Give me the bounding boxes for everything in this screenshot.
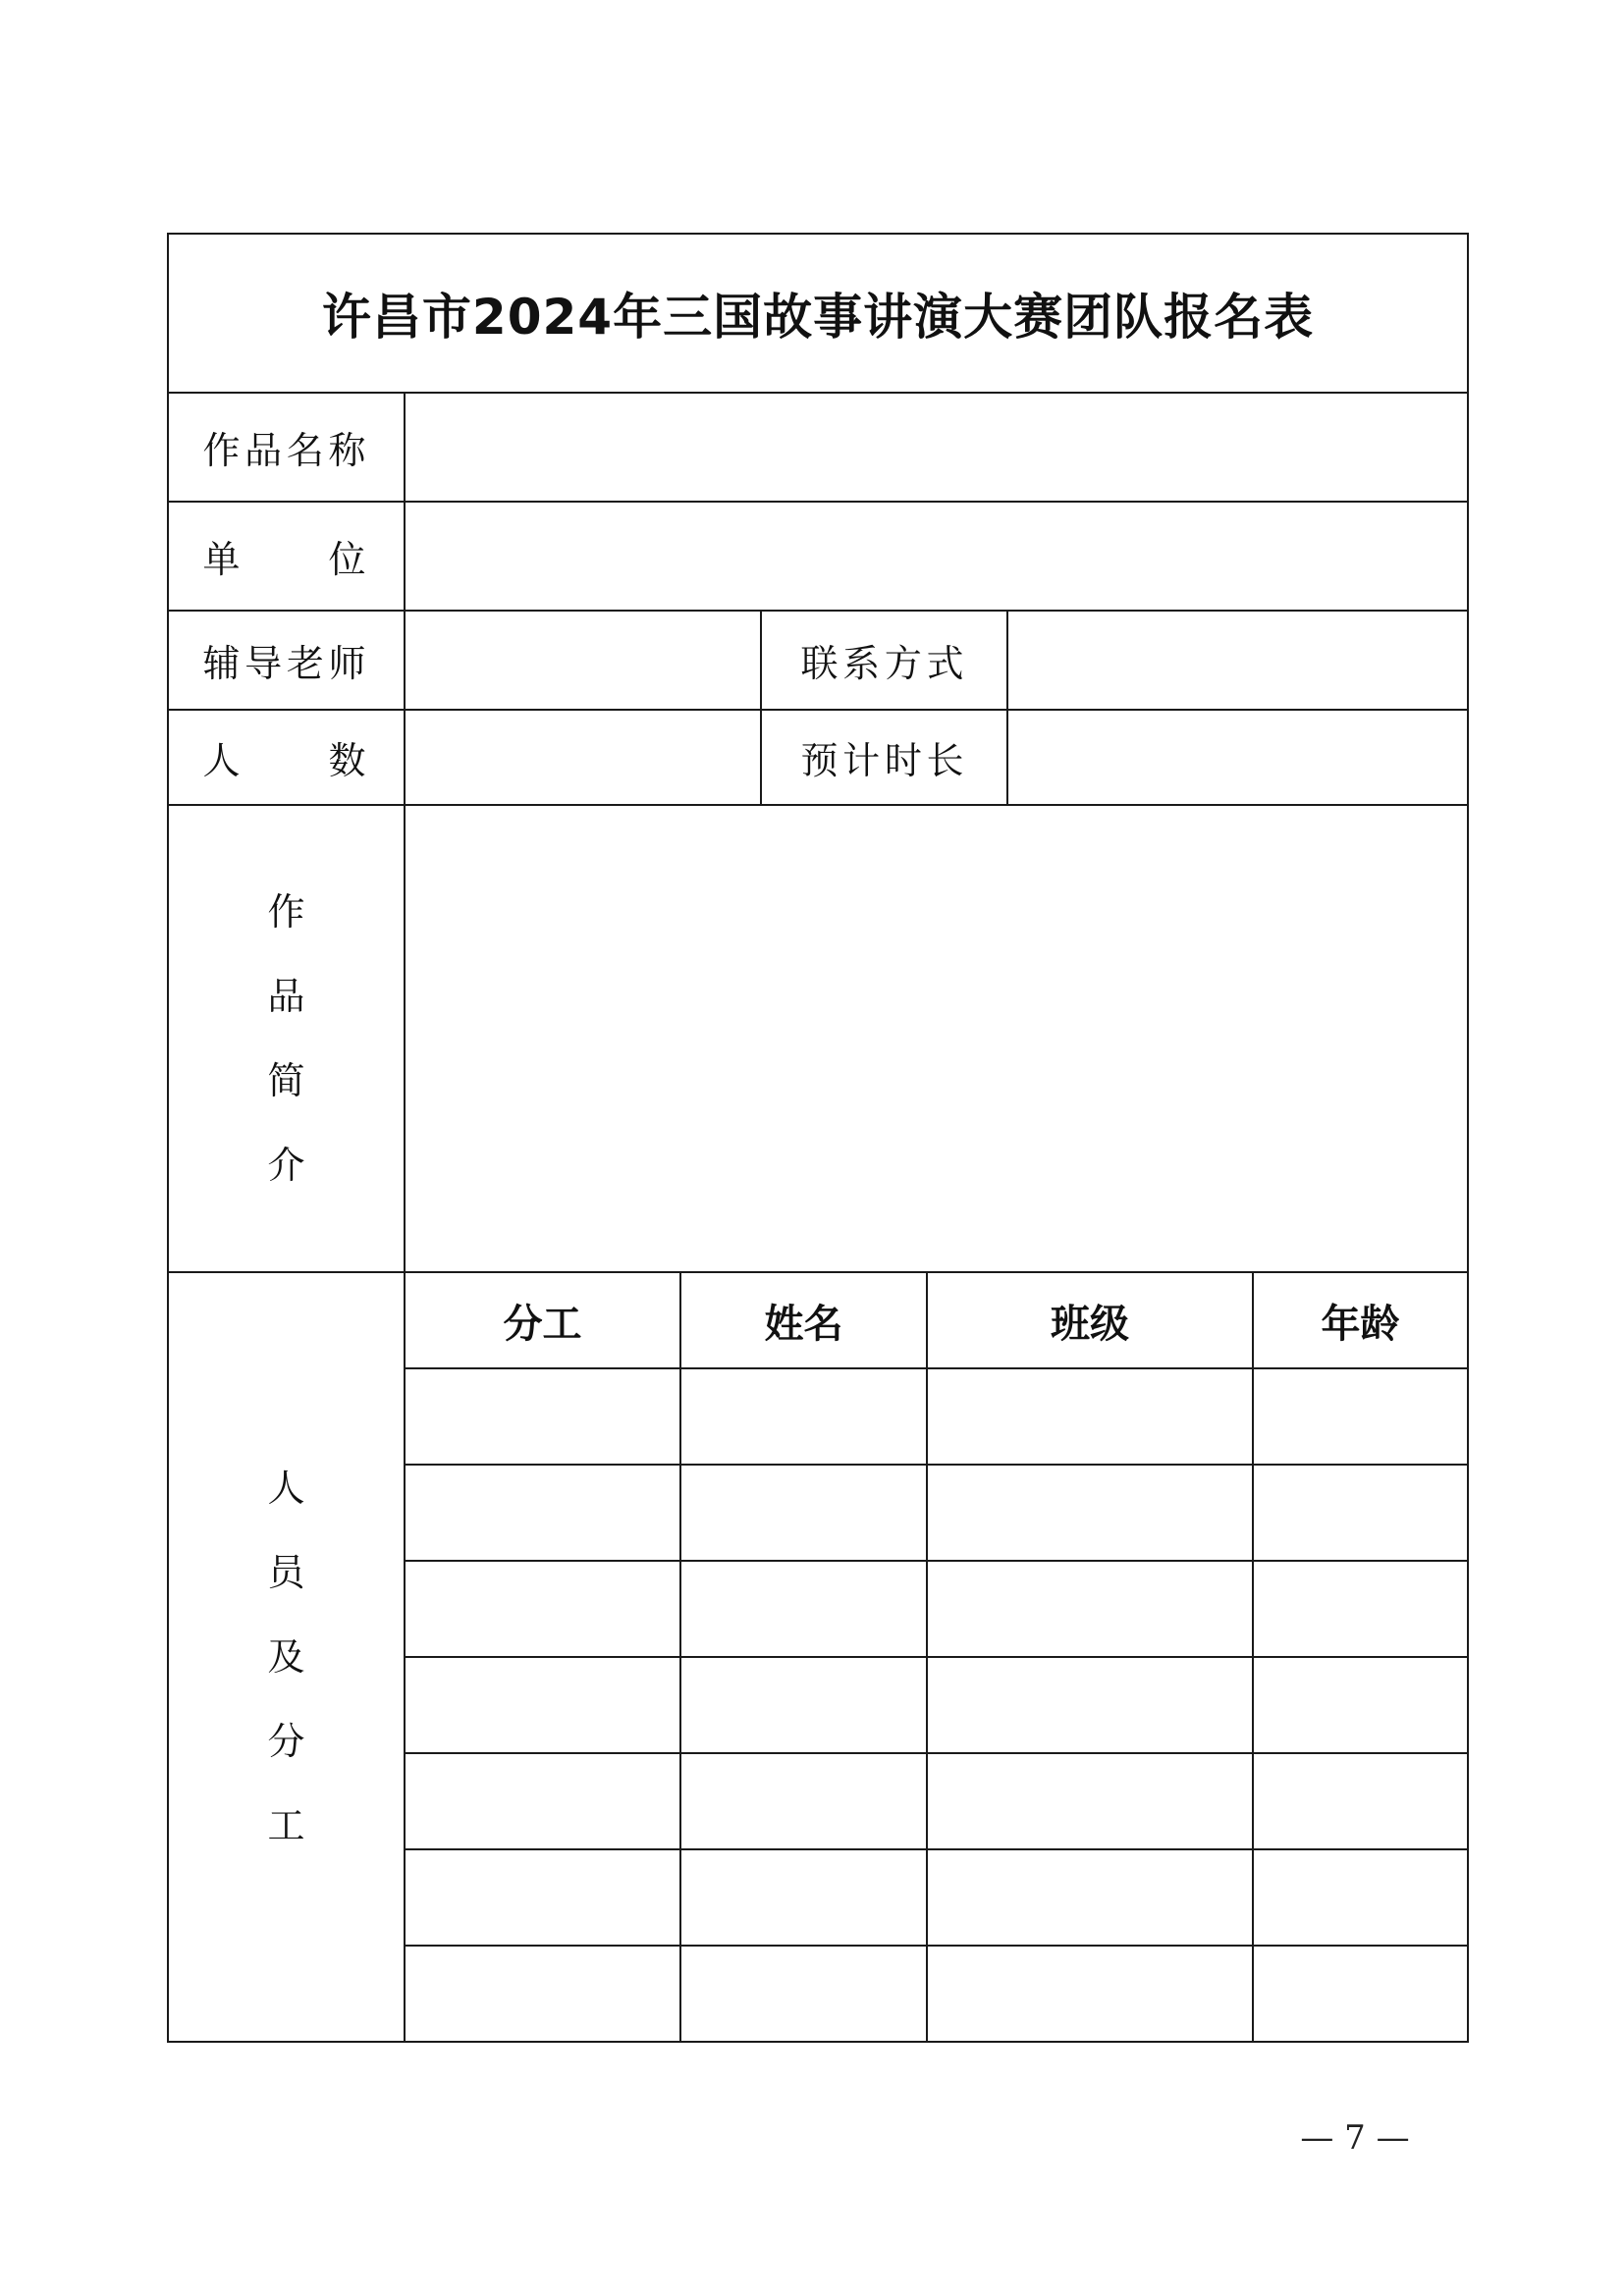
age-cell[interactable] <box>1253 1657 1468 1753</box>
unit-field[interactable] <box>405 502 1468 611</box>
name-cell[interactable] <box>680 1849 927 1946</box>
age-cell[interactable] <box>1253 1561 1468 1657</box>
class-cell[interactable] <box>927 1849 1253 1946</box>
class-cell[interactable] <box>927 1368 1253 1465</box>
form-title: 许昌市2024年三国故事讲演大赛团队报名表 <box>168 234 1468 393</box>
headcount-label: 人数 <box>168 710 405 805</box>
duration-field[interactable] <box>1007 710 1468 805</box>
intro-field[interactable] <box>405 805 1468 1272</box>
role-cell[interactable] <box>405 1465 680 1561</box>
tutor-field[interactable] <box>405 611 761 710</box>
column-header-class: 班级 <box>927 1272 1253 1368</box>
name-cell[interactable] <box>680 1465 927 1561</box>
contact-field[interactable] <box>1007 611 1468 710</box>
class-cell[interactable] <box>927 1465 1253 1561</box>
name-cell[interactable] <box>680 1561 927 1657</box>
contact-label: 联系方式 <box>761 611 1007 710</box>
age-cell[interactable] <box>1253 1368 1468 1465</box>
tutor-label: 辅导老师 <box>168 611 405 710</box>
unit-label: 单位 <box>168 502 405 611</box>
intro-label: 作 品 简 介 <box>168 805 405 1272</box>
name-cell[interactable] <box>680 1753 927 1849</box>
column-header-name: 姓名 <box>680 1272 927 1368</box>
page-number: — 7 — <box>1300 2118 1410 2158</box>
duration-label: 预计时长 <box>761 710 1007 805</box>
role-cell[interactable] <box>405 1946 680 2042</box>
registration-form-table <box>167 233 1469 2043</box>
name-cell[interactable] <box>680 1946 927 2042</box>
role-cell[interactable] <box>405 1849 680 1946</box>
column-header-age: 年龄 <box>1253 1272 1468 1368</box>
headcount-field[interactable] <box>405 710 761 805</box>
role-cell[interactable] <box>405 1368 680 1465</box>
role-cell[interactable] <box>405 1753 680 1849</box>
class-cell[interactable] <box>927 1561 1253 1657</box>
age-cell[interactable] <box>1253 1753 1468 1849</box>
members-label: 人 员 及 分 工 <box>168 1272 405 2042</box>
name-cell[interactable] <box>680 1657 927 1753</box>
role-cell[interactable] <box>405 1561 680 1657</box>
class-cell[interactable] <box>927 1946 1253 2042</box>
name-cell[interactable] <box>680 1368 927 1465</box>
age-cell[interactable] <box>1253 1946 1468 2042</box>
age-cell[interactable] <box>1253 1465 1468 1561</box>
role-cell[interactable] <box>405 1657 680 1753</box>
column-header-role: 分工 <box>405 1272 680 1368</box>
class-cell[interactable] <box>927 1657 1253 1753</box>
work-name-field[interactable] <box>405 393 1468 502</box>
work-name-label: 作品名称 <box>168 393 405 502</box>
class-cell[interactable] <box>927 1753 1253 1849</box>
age-cell[interactable] <box>1253 1849 1468 1946</box>
